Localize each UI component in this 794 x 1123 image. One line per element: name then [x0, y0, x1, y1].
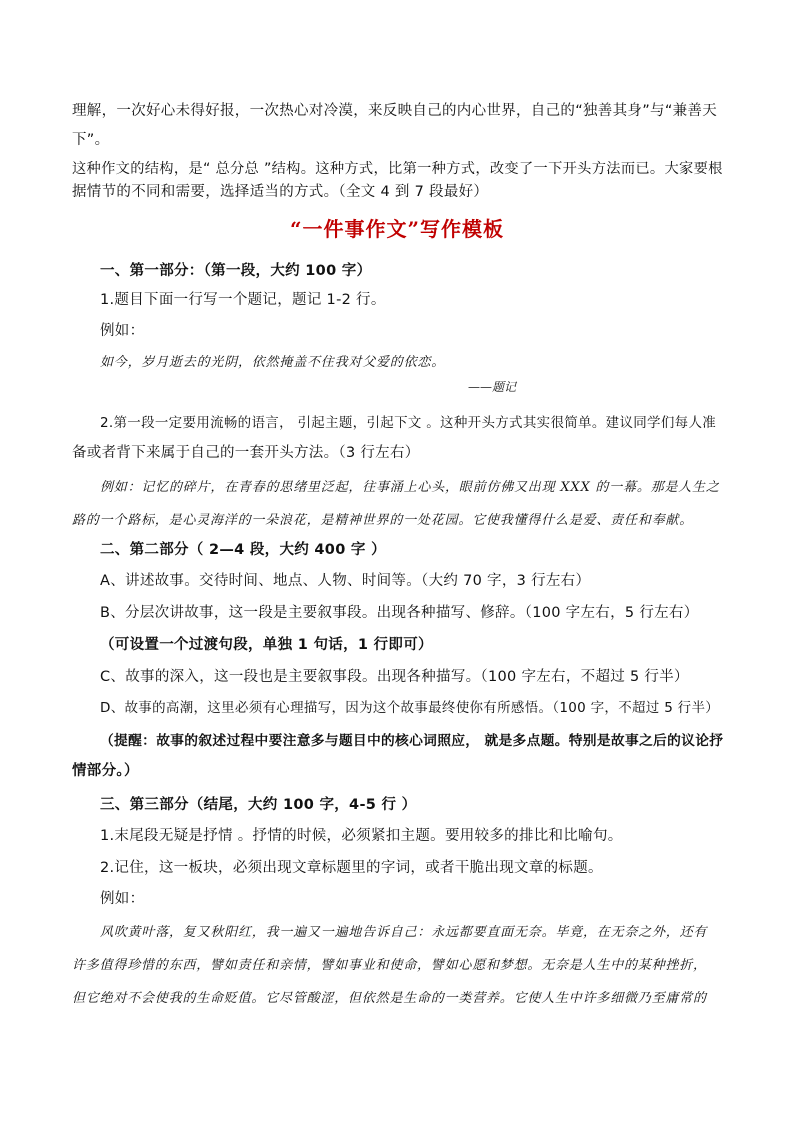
- part3-example-text: 风吹黄叶落，复又秋阳红，我一遍又一遍地告诉自己：永远都要直面无奈。毕竟，在无奈之外，还有: [100, 925, 708, 940]
- part1-example2: 路的一个路标，是心灵海洋的一朵浪花，是精神世界的一处花园。它使我懂得什么是爱、责任和奉献。: [72, 513, 694, 528]
- part1-item1: 1.题目下面一行写一个题记，题记 1-2 行。: [100, 292, 386, 308]
- part1-item2: 备或者背下来属于自己的一套开头方法。（3 行左右）: [72, 445, 420, 461]
- intro-line: 理解，一次好心未得好报，一次热心对冷漠，来反映自己的内心世界，自己的“独善其身”与“兼善天: [72, 103, 718, 119]
- page-title: “一件事作文”写作模板: [289, 217, 504, 241]
- part1-item2: 2.第一段一定要用流畅的语言， 引起主题，引起下文 。这种开头方式其实很简单。建议同学们每人准: [100, 415, 717, 431]
- intro-line: 这种作文的结构，是“ 总分总 ”结构。这种方式，比第一种方式，改变了一下开头方法而已。大家要根: [72, 161, 723, 177]
- epigraph-signature: ——题记: [468, 380, 517, 394]
- part3-item1: 1.末尾段无疑是抒情 。抒情的时候，必须紧扣主题。要用较多的排比和比喻句。: [100, 828, 623, 844]
- part1-example-label: 例如：: [100, 323, 145, 339]
- part2-reminder: 情部分。）: [72, 763, 139, 779]
- part2-transition-note: （可设置一个过渡句段，单独 1 句话，1 行即可）: [100, 637, 433, 653]
- part3-example-label: 例如：: [100, 891, 145, 907]
- intro-line: 据情节的不同和需要，选择适当的方式。（全文 4 到 7 段最好）: [72, 184, 489, 200]
- part2-item-d: D、故事的高潮，这里必须有心理描写，因为这个故事最终使你有所感悟。（100 字，不超过 5 行半）: [100, 700, 720, 716]
- part3-item2: 2.记住，这一板块，必须出现文章标题里的字词，或者干脆出现文章的标题。: [100, 860, 603, 876]
- part3-heading: 三、第三部分（结尾，大约 100 字，4-5 行 ）: [100, 797, 417, 813]
- part1-example-text: 如今，岁月逝去的光阴，依然掩盖不住我对父爱的依恋。: [100, 355, 446, 370]
- part2-reminder: （提醒：故事的叙述过程中要注意多与题目中的核心词照应， 就是多点题。特别是故事之后的议论抒: [100, 733, 724, 749]
- part1-example2: 例如：记忆的碎片，在青春的思绪里泛起，往事涌上心头，眼前仿佛又出现 XXX 的一幕。那是人生之: [100, 480, 720, 495]
- part2-heading: 二、第二部分（ 2—4 段，大约 400 字 ）: [100, 542, 386, 558]
- intro-line: 下”。: [72, 132, 110, 148]
- part2-item-c: C、故事的深入，这一段也是主要叙事段。出现各种描写。（100 字左右，不超过 5 行半）: [100, 669, 689, 685]
- part1-heading: 一、第一部分：（第一段，大约 100 字）: [100, 263, 372, 279]
- part2-item-a: A、讲述故事。交待时间、地点、人物、时间等。（大约 70 字，3 行左右）: [100, 573, 591, 589]
- part2-item-b: B、分层次讲故事，这一段是主要叙事段。出现各种描写、修辞。（100 字左右，5 行左右）: [100, 605, 699, 621]
- part3-example-text: 但它绝对不会使我的生命贬值。它尽管酸涩，但依然是生命的一类营养。它使人生中许多细微乃至庸常的: [72, 991, 707, 1006]
- part3-example-text: 许多值得珍惜的东西，譬如责任和亲情，譬如事业和使命，譬如心愿和梦想。无奈是人生中的某种挫折，: [72, 958, 707, 973]
